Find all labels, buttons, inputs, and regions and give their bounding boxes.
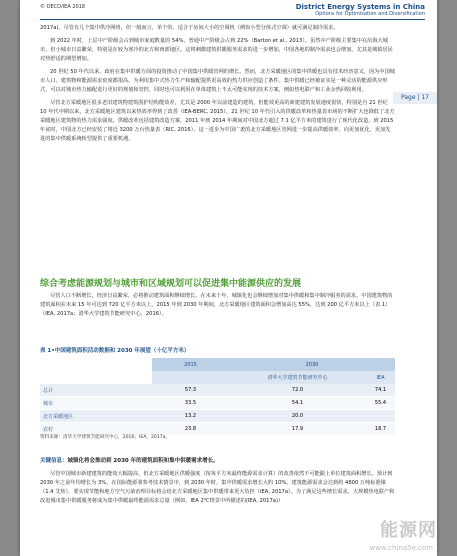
paragraph-3: 20 世纪 50 年代以来，政府在集中供暖方面的投资推动了中国集中供暖管网的增长。然而，北方采暖地区的集中供暖也具有技术经济意义，因为中国城市人口、建筑物和能源需求密度都很高。为利用集中式热力生产和输配提供更高效的热力供应创造了条件。集中供暖已经被证实是一种灵活的能源供应形式，可以对城市热力输配进行更好的规划和管控，同时也可以利用在单体建筑上不太可能实现的技术方案，例如热电联产和工业余热回收利用。 [40,69,395,93]
section-text [40,292,395,323]
subheader-blank [40,371,152,384]
final-paragraph: 尽管中国城市新建建筑的能效大幅提高，但北方采暖地区供暖强度（按每平方米最终能源需求计算）的改善依然不可能跟上单位建筑面积增长。预计到 2030 年之前年均增长为 3%，在国际能源署参考技术情景中，到 2030 年时，集中供暖需求增长大约 10%。建筑能源需求会达到约 4800 万吨标准煤（1.4 艾焦），要实现节能和地方空气污染治理目标将会给北方采暖地区集中供暖带来更大负担（IEA, 2017a）。为了满足这些增长需求，大规模热电联产和改进城市集中供暖服务将成为集中供暖最终能源需求总量（例如，IEA 2℃情景中所描述的(IEA, 2017a)） [40,471,395,504]
running-header [296,3,425,17]
paragraph-4: 尽管北方采暖地区很多老旧建筑物建筑围护结构能效差，尤其是 2000 年以前建造的建筑，但能效更高的新建建筑发展速度很快，特别是自 21 世纪 10 年代中期以来，北方采暖地区建筑以来热效率得到了改善（IEA-BERC, 2015）。21 世纪 10 年代引入的供暖改革和热量表市场的不断扩大也降低了北方采暖地区建筑物的热力需求强度。供暖改革包括建筑改造方案，2011 年到 2014 年期间对中国北方超过 7.1 亿平方米的建筑进行了现代化改造，到 2015 年底时，中国北方已经安装了将近 3200 万台热量表（RIC, 2016）。这一进步为中国广袤的北方采暖地区管网进一步提高供暖效率，向更加优化、更加先进的集中供暖系统转型提供了重要机遇。 [40,100,395,142]
cell-tsinghua: 72.0 [229,384,366,397]
subheader-iea: IEA [366,371,395,384]
subheader-tsinghua: 清华大学建筑节能研究中心 [229,371,366,384]
key-point-label: 关键信息： [40,458,68,464]
watermark-url: www.china5e.com [369,544,433,552]
row-label: 北方采暖地区 [40,410,152,423]
key-point [40,456,219,464]
row-label: 农村 [40,423,152,436]
header-blank [40,358,152,371]
cell-2015: 57.3 [152,384,229,397]
paragraph-1: 2017a)。尽管有几个集中供冷网络，但一般而言，单个的、适合于房间大小的空调机（例如小型分体式空调）就可满足制冷需求。 [40,25,339,31]
cell-iea [366,410,395,423]
key-point-text: 城镇化将会推动到 2030 年的建筑面积和集中供暖需求增长。 [67,458,219,464]
watermark-logo: 能源网 [380,520,437,541]
cell-iea: 74.1 [366,384,395,397]
header-2030: 2030 [229,358,395,371]
report-subtitle: Options for Optimisation and Diversification [315,11,425,17]
table-source: 资料来源：清华大学建筑节能研究中心，2016；IEA，2017a。 [40,435,171,440]
table-caption: 表 1•中国建筑面积活动数据和 2030 年展望（十亿平方米） [40,348,190,354]
table-row [40,397,395,410]
row-label: 总计 [40,384,152,397]
section-paragraph: 尽管人口不断增长，经济日益繁荣，必将推动建筑面积继续增长。在未来十年，城镇化也会继续增加对集中供暖和集中制冷服务的需求。中国建筑物的建筑面积在未来 15 年可达到 720 亿平方米以上，2015 年到 2030 年期间，北方采暖地区建筑面积会增加高达 55%，达到 200 亿平方米以上（表 1）（IEA, 2017a；清华大学建筑节能研究中心，2016）。 [40,293,393,317]
cell-iea: 18.7 [366,423,395,436]
header-rule [40,19,425,20]
intro-text [40,24,395,148]
cell-2015: 13.2 [152,410,229,423]
cell-tsinghua: 20.0 [229,410,366,423]
subheader-blank-2015 [152,371,229,384]
cell-2015: 33.5 [152,397,229,410]
section-heading: 综合考虑能源规划与城市和区域规划可以促进集中能源供应的发展 [40,279,302,289]
row-label: 城市 [40,397,152,410]
cell-tsinghua: 17.9 [229,423,366,436]
document-page [20,0,437,556]
copyright: © OECD/IEA 2018 [40,4,86,10]
table-row [40,384,395,397]
report-title: District Energy Systems in China [295,3,425,11]
cell-2015: 23.8 [152,423,229,436]
page-number: Page | 17 [393,92,437,104]
paragraph-2: 到 2022 年时，上层中产阶级会占到城市家庭数量的 54%，普通中产阶级会占到 22%（Barton et al., 2013）。虽然中产阶级主要集中在沿海大城市，但小城市日益繁荣，特别是在较为寒冷的北方和西部地区。这将刺激建筑供暖服务需求的进一步增加，中国各地的制冷需求也会增加，尤其是城镇居民对热舒适的期望增加。 [40,38,393,62]
cell-iea: 55.4 [366,397,395,410]
final-text [40,470,395,510]
header-2015: 2015 [152,358,229,371]
cell-tsinghua: 54.1 [229,397,366,410]
table-row [40,410,395,423]
floor-area-table [40,358,395,436]
